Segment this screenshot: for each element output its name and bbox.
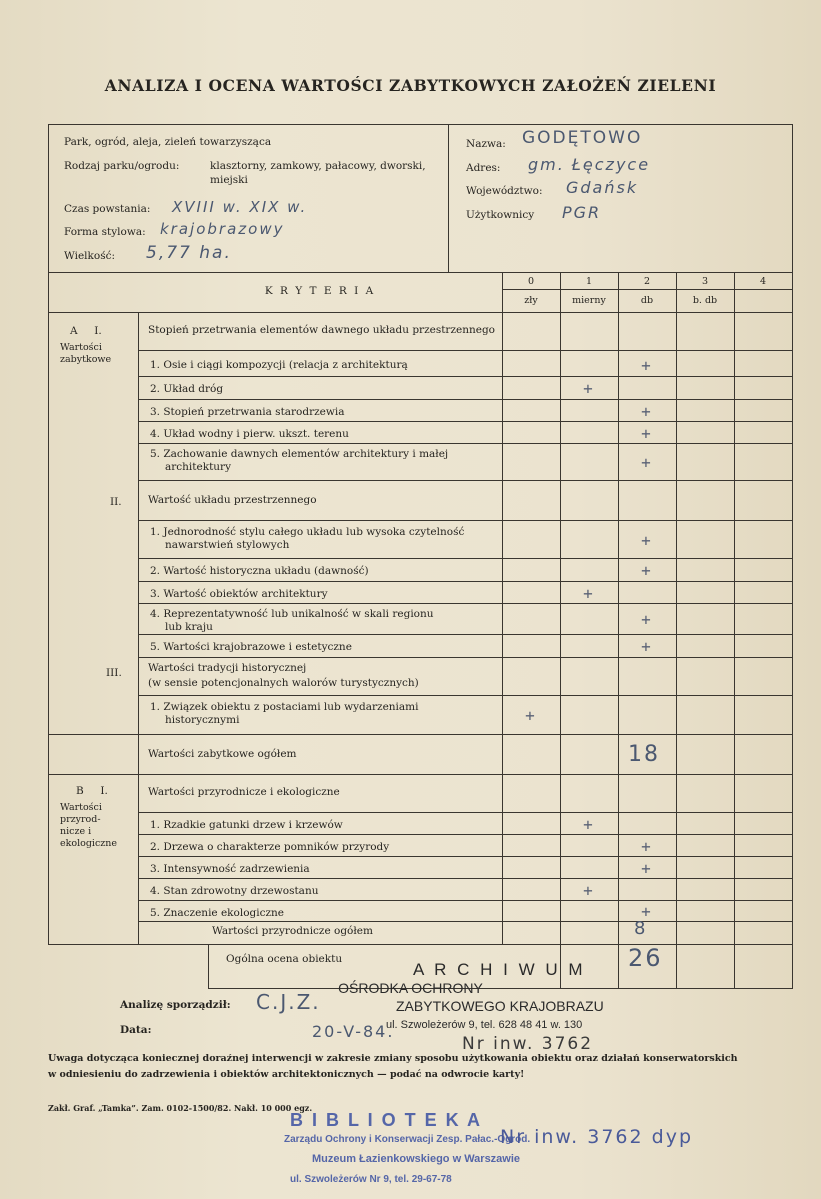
section-b-label: B I. xyxy=(76,785,108,797)
section-a-sublabel-2: zabytkowe xyxy=(60,354,112,365)
criteria-label: 2. Wartość historyczna układu (dawność) xyxy=(150,565,369,577)
group-3-num: III. xyxy=(106,667,122,679)
criteria-label: 4. Reprezentatywność lub unikalność w skali regionu xyxy=(150,608,434,620)
overall-label: Ogólna ocena obiektu xyxy=(226,953,343,965)
section-b-sublabel-3: nicze i xyxy=(60,826,92,837)
scale-label-3: b. db xyxy=(692,295,718,306)
uzytkownicy-value: PGR xyxy=(562,203,602,222)
wielkosc-value: 5,77 ha. xyxy=(146,243,232,263)
score-mark: + xyxy=(641,609,651,629)
stamp-line-2: OŚRODKA OCHRONY xyxy=(338,980,483,996)
stamp-line-4: ul. Szwoleżerów 9, tel. 628 48 41 w. 130 xyxy=(386,1019,583,1031)
group-2-title: Wartość układu przestrzennego xyxy=(148,494,317,506)
library-stamp-line-2: Zarządu Ochrony i Konserwacji Zesp. Pałac.-Ogrod. xyxy=(284,1134,531,1145)
criteria-label: 1. Osie i ciągi kompozycji (relacja z architekturą xyxy=(150,359,408,371)
adres-value: gm. Łęczyce xyxy=(528,155,651,174)
rodzaj-options: klasztorny, zamkowy, pałacowy, dworski, xyxy=(210,160,426,172)
czas-label: Czas powstania: xyxy=(64,203,151,215)
section-a-label: A I. xyxy=(70,325,102,337)
zabytkowe-total-label: Wartości zabytkowe ogółem xyxy=(148,748,297,760)
adres-label: Adres: xyxy=(466,162,501,174)
criteria-label-continued: lub kraju xyxy=(165,621,213,633)
score-mark: + xyxy=(641,423,651,443)
score-mark: + xyxy=(583,880,593,900)
kryteria-label: K R Y T E R I A xyxy=(264,285,376,297)
score-mark: + xyxy=(641,858,651,878)
wielkosc-label: Wielkość: xyxy=(64,250,116,262)
czas-value: XVIII w. XIX w. xyxy=(172,198,308,216)
criteria-label-continued: historycznymi xyxy=(165,714,240,726)
overall-value: 26 xyxy=(628,944,663,972)
przyrodnicze-total-value: 8 xyxy=(634,918,648,939)
note-line-2: w odniesieniu do zadrzewienia i obiektów architektonicznych — podać na odwrocie karty! xyxy=(48,1069,525,1080)
scale-label-2: db xyxy=(640,295,654,306)
data-value: 20-V-84. xyxy=(312,1022,395,1041)
criteria-label: 5. Wartości krajobrazowe i estetyczne xyxy=(150,641,352,653)
section-a-sublabel-1: Wartości xyxy=(60,342,102,353)
criteria-label: 2. Układ dróg xyxy=(150,383,224,395)
print-info: Zakł. Graf. „Tamka”. Zam. 0102-1500/82. Nakł. 10 000 egz. xyxy=(48,1103,313,1113)
criteria-label-continued: architektury xyxy=(165,461,232,473)
criteria-label: 2. Drzewa o charakterze pomników przyrody xyxy=(150,841,390,853)
wojewodztwo-label: Województwo: xyxy=(466,185,543,197)
rodzaj-label: Rodzaj parku/ogrodu: xyxy=(64,160,180,172)
group-2-num: II. xyxy=(110,496,122,508)
criteria-label: 1. Jednorodność stylu całego układu lub wysoka czytelność xyxy=(150,526,465,538)
criteria-label: 5. Zachowanie dawnych elementów architektury i małej xyxy=(150,448,449,460)
library-inventory: Nr inw. 3762 dyp xyxy=(500,1126,694,1148)
criteria-label: 3. Stopień przetrwania starodrzewia xyxy=(150,406,345,418)
scale-num-1: 1 xyxy=(585,276,593,287)
library-stamp-line-3: Muzeum Łazienkowskiego w Warszawie xyxy=(312,1153,521,1165)
group-1-title: Stopień przetrwania elementów dawnego układu przestrzennego xyxy=(148,324,495,336)
score-mark: + xyxy=(583,583,593,603)
criteria-label: 3. Intensywność zadrzewienia xyxy=(150,863,310,875)
score-mark: + xyxy=(641,355,651,375)
page-title: ANALIZA I OCENA WARTOŚCI ZABYTKOWYCH ZAŁOŻEŃ ZIELENI xyxy=(104,76,717,95)
nazwa-value: GODĘTOWO xyxy=(522,128,643,148)
score-mark: + xyxy=(641,530,651,550)
score-mark: + xyxy=(641,836,651,856)
group-b-title: Wartości przyrodnicze i ekologiczne xyxy=(148,786,340,798)
criteria-label: 5. Znaczenie ekologiczne xyxy=(150,907,285,919)
forma-value: krajobrazowy xyxy=(160,220,285,238)
score-mark: + xyxy=(583,379,593,398)
score-mark: + xyxy=(583,814,593,834)
criteria-label: 4. Stan zdrowotny drzewostanu xyxy=(150,885,319,897)
zabytkowe-total-value: 18 xyxy=(628,742,660,767)
uzytkownicy-label: Użytkownicy xyxy=(466,209,535,221)
score-mark: + xyxy=(525,705,535,725)
przyrodnicze-total-label: Wartości przyrodnicze ogółem xyxy=(212,925,373,937)
sporzadzil-signature: C.J.Z. xyxy=(256,990,321,1014)
library-stamp-line-4: ul. Szwoleżerów Nr 9, tel. 29-67-78 xyxy=(290,1174,452,1185)
scale-label-1: mierny xyxy=(572,295,606,306)
wojewodztwo-value: Gdańsk xyxy=(566,178,639,197)
inventory-number: Nr inw. 3762 xyxy=(462,1034,594,1054)
scale-num-0: 0 xyxy=(527,276,535,287)
section-b-sublabel-1: Wartości xyxy=(60,802,102,813)
scale-label-0: zły xyxy=(524,295,538,306)
note-line-1: Uwaga dotycząca koniecznej doraźnej interwencji w zakresie zmiany sposobu użytkowania obiektu oraz działań konserwatorskich xyxy=(48,1053,738,1064)
criteria-label: 4. Układ wodny i pierw. ukszt. terenu xyxy=(150,428,349,440)
score-mark: + xyxy=(641,637,651,656)
score-mark: + xyxy=(641,902,651,921)
library-stamp-line-1: B I B L I O T E K A xyxy=(290,1110,483,1130)
group-3-title-2: (w sensie potencjonalnych walorów turystycznych) xyxy=(148,677,419,689)
criteria-label: 1. Związek obiektu z postaciami lub wydarzeniami xyxy=(150,701,419,713)
data-label: Data: xyxy=(120,1024,152,1036)
stamp-line-1: A R C H I W U M xyxy=(413,960,586,979)
score-mark: + xyxy=(641,401,651,421)
group-3-title-1: Wartości tradycji historycznej xyxy=(148,662,307,674)
criteria-label: 3. Wartość obiektów architektury xyxy=(150,588,328,600)
score-mark: + xyxy=(641,452,651,472)
scale-num-2: 2 xyxy=(643,276,651,287)
criteria-label: 1. Rzadkie gatunki drzew i krzewów xyxy=(150,819,343,831)
scale-num-3: 3 xyxy=(701,276,709,287)
criteria-label-continued: nawarstwień stylowych xyxy=(165,539,290,551)
forma-label: Forma stylowa: xyxy=(64,226,146,238)
rodzaj-options-2: miejski xyxy=(210,174,248,186)
scale-num-4: 4 xyxy=(759,276,767,287)
park-type-label: Park, ogród, aleja, zieleń towarzysząca xyxy=(64,136,272,148)
section-b-sublabel-2: przyrod- xyxy=(60,814,101,825)
score-mark: + xyxy=(641,561,651,580)
stamp-line-3: ZABYTKOWEGO KRAJOBRAZU xyxy=(396,998,604,1014)
section-b-sublabel-4: ekologiczne xyxy=(60,838,118,849)
nazwa-label: Nazwa: xyxy=(466,138,506,150)
sporzadzil-label: Analizę sporządził: xyxy=(120,999,231,1011)
